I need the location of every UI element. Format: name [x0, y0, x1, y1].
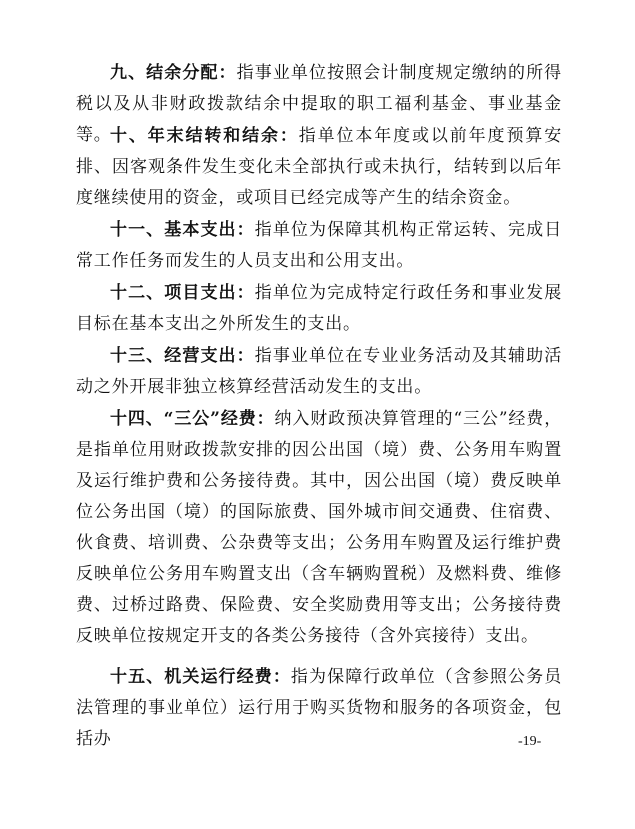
- term-heading: 十四、“三公”经费：: [110, 409, 275, 429]
- term-heading: 九、结余分配：: [110, 63, 237, 83]
- paragraph-three-public-expenses: [76, 404, 562, 652]
- term-heading: 十二、项目支出：: [110, 283, 255, 303]
- page-number: -19-: [518, 734, 542, 749]
- term-definition: 纳入财政预决算管理的“三公”经费，是指单位用财政拨款安排的因公出国（境）费、公务用车购置及运行维护费和公务接待费。其中，因公出国（境）费反映单位公务出国（境）的国际旅费、国外城市间交通费、住宿费、伙食费、培训费、公杂费等支出；公务用车购置及运行维护费反映单位公务用车购置支出（含车辆购置税）及燃料费、维修费、过桥过路费、保险费、安全奖励费用等支出；公务接待费反映单位按规定开支的各类公务接待（含外宾接待）支出。: [76, 409, 562, 646]
- term-heading: 十一、基本支出：: [110, 220, 255, 240]
- paragraph-project-expenditure: [76, 278, 562, 340]
- paragraph-agency-operating-funds: [76, 662, 562, 755]
- term-definition: 指单位本年度或以前年度预算安排、因客观条件发生变化未全部执行或未执行，结转到以后年度继续使用的资金，或项目已经完成等产生的结余资金。: [76, 126, 562, 208]
- term-heading: 十、年末结转和结余：: [110, 126, 299, 146]
- term-definition: 指单位为保障其机构正常运转、完成日常工作任务而发生的人员支出和公用支出。: [76, 220, 562, 271]
- term-definition: 指为保障行政单位（含参照公务员法管理的事业单位）运行用于购买货物和服务的各项资金，包括办: [76, 667, 563, 749]
- term-definition: 指事业单位按照会计制度规定缴纳的所得税以及从非财政拨款结余中提取的职工福利基金、事业基金等。: [76, 63, 562, 145]
- paragraph-basic-expenditure: [76, 215, 562, 277]
- paragraph-year-end-carryover: [76, 121, 562, 214]
- term-definition: 指事业单位在专业业务活动及其辅助活动之外开展非独立核算经营活动发生的支出。: [76, 346, 562, 397]
- term-heading: 十三、经营支出：: [110, 346, 255, 366]
- term-heading: 十五、机关运行经费：: [110, 667, 291, 687]
- term-definition: 指单位为完成特定行政任务和事业发展目标在基本支出之外所发生的支出。: [76, 283, 562, 334]
- paragraph-operating-expenditure: [76, 341, 562, 403]
